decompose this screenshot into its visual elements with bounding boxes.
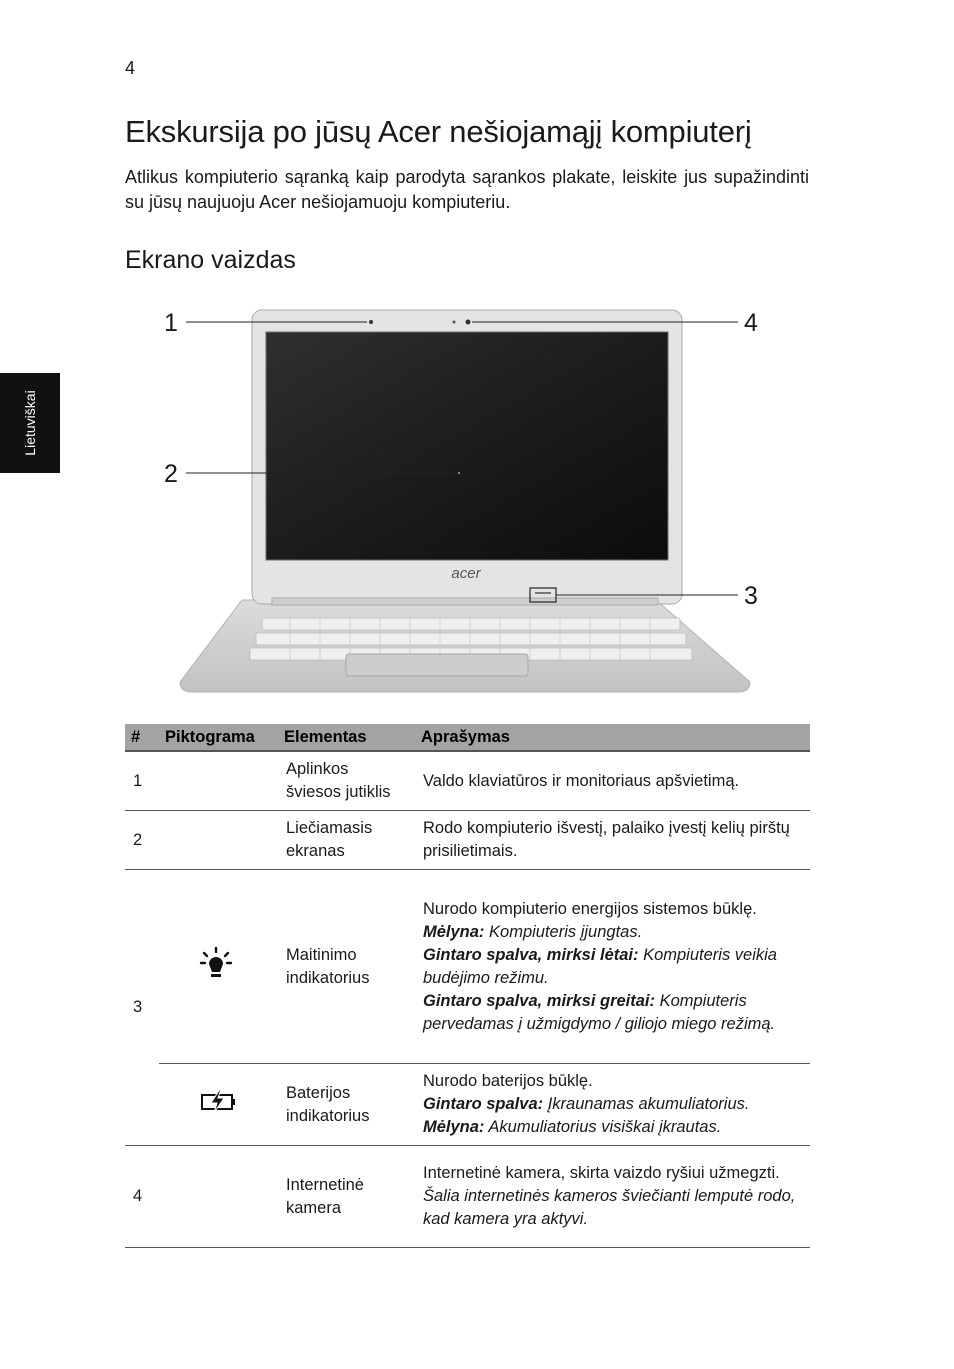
row-description: Nurodo kompiuterio energijos sistemos būklę. Mėlyna: Kompiuteris įjungtas. Gintaro spalva, mirksi lėtai: Kompiuteris veikia budėjimo režimu. Gintaro spalva, mirksi greitai: Kompiuteris pervedamas į užmigdymo / giliojo miego režimą. — [415, 870, 810, 1064]
row-description: Internetinė kamera, skirta vaizdo ryšiui užmegzti. Šalia internetinės kameros šviečianti lemputė rodo, kad kamera yra aktyvi. — [415, 1146, 810, 1248]
row-element: Baterijos indikatorius — [278, 1064, 415, 1146]
table-header-row — [125, 724, 810, 751]
row-number: 2 — [125, 811, 159, 870]
callout-1: 1 — [164, 309, 178, 337]
row-icon — [159, 1146, 278, 1248]
page-number: 4 — [125, 58, 136, 78]
row-number: 1 — [125, 751, 159, 811]
header-element: Elementas — [278, 724, 415, 751]
table-row — [125, 811, 810, 870]
callout-2: 2 — [164, 460, 178, 488]
touchscreen-display — [266, 332, 668, 560]
row-description: Rodo kompiuterio išvestį, palaiko įvestį kelių pirštų prisilietimais. — [415, 811, 810, 870]
header-description: Aprašymas — [415, 724, 810, 751]
row-icon — [159, 811, 278, 870]
row-element: Maitinimo indikatorius — [278, 870, 415, 1064]
header-icon: Piktograma — [159, 724, 278, 751]
header-number: # — [125, 724, 159, 751]
section-title: Ekrano vaizdas — [125, 246, 296, 274]
row-number: 3 — [125, 870, 159, 1146]
acer-logo: acer — [451, 565, 481, 582]
ambient-light-sensor — [369, 320, 373, 324]
battery-indicator-icon — [199, 1088, 239, 1114]
webcam-lens — [466, 320, 471, 325]
row-element: Liečiamasis ekranas — [278, 811, 415, 870]
row-icon — [159, 1064, 278, 1146]
laptop-base — [180, 600, 750, 692]
laptop-illustration — [150, 300, 790, 700]
touchpad — [346, 654, 528, 676]
row-description: Valdo klaviatūros ir monitoriaus apšvietimą. — [415, 751, 810, 811]
power-indicator-icon — [199, 946, 233, 980]
language-label: Lietuviškai — [22, 390, 38, 456]
table-row — [125, 1064, 810, 1146]
camera-led — [453, 321, 456, 324]
language-side-tab — [0, 373, 60, 473]
row-icon — [159, 870, 278, 1064]
row-number: 4 — [125, 1146, 159, 1248]
table-row — [125, 870, 810, 1064]
callout-3: 3 — [744, 582, 758, 610]
table-row — [125, 751, 810, 811]
table-row — [125, 1146, 810, 1248]
row-icon — [159, 751, 278, 811]
row-element: Aplinkos šviesos jutiklis — [278, 751, 415, 811]
callout-4: 4 — [744, 309, 758, 337]
page-title: Ekskursija po jūsų Acer nešiojamąjį kompiuterį — [125, 114, 752, 149]
laptop-screen-figure — [150, 300, 790, 700]
components-table — [125, 724, 810, 1248]
row-element: Internetinė kamera — [278, 1146, 415, 1248]
row-description: Nurodo baterijos būklę. Gintaro spalva: Įkraunamas akumuliatorius. Mėlyna: Akumuliatorius visiškai įkrautas. — [415, 1064, 810, 1146]
intro-paragraph: Atlikus kompiuterio sąranką kaip parodyta sąrankos plakate, leiskite jus supažindinti su jūsų naujuoju Acer nešiojamuoju kompiuteriu. — [125, 167, 809, 212]
